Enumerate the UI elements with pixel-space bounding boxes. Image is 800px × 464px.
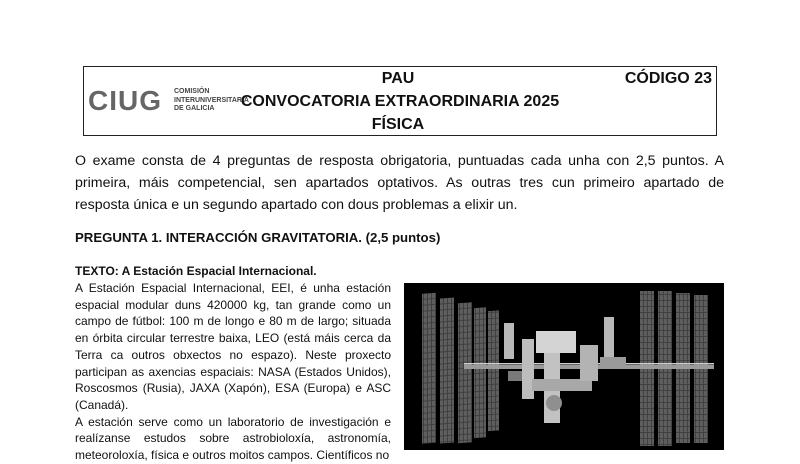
text-body — [75, 280, 391, 464]
logo-wordmark: CIUG — [88, 85, 162, 116]
header-exam-name: PAU — [381, 70, 415, 87]
logo-caption-line: INTERUNIVERSITARIA — [174, 96, 249, 104]
text-paragraph: A Estación Espacial Internacional, EEI, é unha estación espacial modular duns 420000 kg, tan grande como un campo de fútbol: 100 m de longo e 80 m de largo; situada en órbita circular terrestre baixa, LEO (está máis cerca da Terra ca outros obxectos no espazo). Neste proxecto participan as axencias espaciais: NASA (Estados Unidos), Roscosmos (Rusia), JAXA (Xapón), ESA (Europa) e ASC (Canadá). — [75, 281, 391, 412]
exam-header — [83, 66, 717, 136]
header-subject: FÍSICA — [371, 116, 425, 133]
text-paragraph: A estación serve como un laboratorio de investigación e realízanse estudos sobre astrobioloxía, astronomía, meteoroloxía, física e outros moitos campos. Científicos no — [75, 414, 391, 463]
iss-illustration — [404, 283, 724, 450]
text-title: TEXTO: A Estación Espacial Internacional. — [75, 264, 317, 278]
header-code: CÓDIGO 23 — [624, 70, 712, 87]
logo-caption-line: DE GALICIA — [174, 105, 215, 112]
logo-caption-line: COMISIÓN — [174, 88, 210, 95]
iss-photo — [404, 283, 724, 450]
question-title: PREGUNTA 1. INTERACCIÓN GRAVITATORIA. (2,5 puntos) — [75, 230, 441, 245]
header-session: CONVOCATORIA EXTRAORDINARIA 2025 — [240, 93, 560, 110]
exam-instructions: O exame consta de 4 preguntas de resposta obrigatoria, puntuadas cada unha con 2,5 puntos. A primeira, máis competencial, sen apartados optativos. As outras tres cun primeiro apartado de resposta única e un segundo apartado con dous problemas a elixir un. — [75, 153, 724, 213]
